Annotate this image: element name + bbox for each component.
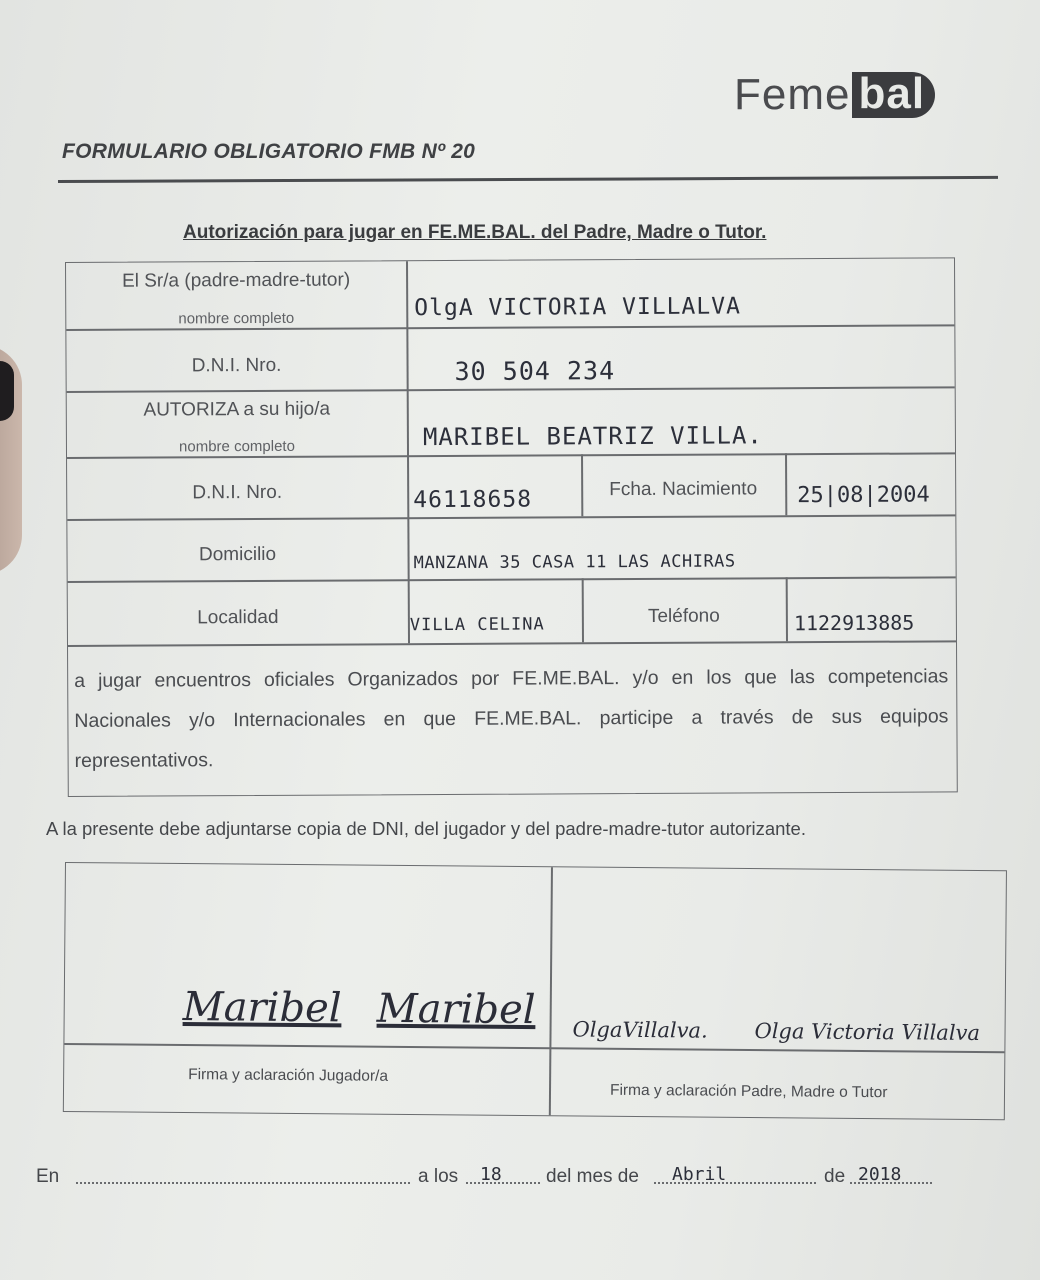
form-heading: Autorización para jugar en FE.ME.BAL. del Padre, Madre o Tutor. bbox=[183, 222, 767, 243]
birth-date-field[interactable]: 25|08|2004 bbox=[797, 482, 930, 509]
date-footer bbox=[36, 1158, 996, 1198]
parent-signature: OlgaVillalva. bbox=[572, 1017, 708, 1043]
birth-date-label: Fcha. Nacimiento bbox=[609, 478, 758, 501]
child-name-field[interactable]: MARIBEL BEATRIZ VILLA. bbox=[422, 421, 763, 452]
day-field[interactable]: 18 bbox=[480, 1164, 502, 1185]
row-divider bbox=[67, 386, 955, 392]
femebal-logo bbox=[734, 70, 935, 120]
player-signature: Maribel bbox=[182, 984, 342, 1032]
phone-label: Teléfono bbox=[647, 605, 720, 627]
signature-column-divider bbox=[549, 867, 553, 1115]
parent-signature-label: Firma y aclaración Padre, Madre o Tutor bbox=[609, 1081, 888, 1102]
parent-label: El Sr/a (padre-madre-tutor) bbox=[121, 269, 351, 292]
footer-del-mes: del mes de bbox=[546, 1166, 639, 1187]
player-signature-label: Firma y aclaración Jugador/a bbox=[188, 1066, 389, 1085]
day-line bbox=[466, 1182, 540, 1184]
finger bbox=[0, 345, 22, 575]
child-dni-field[interactable]: 46118658 bbox=[413, 486, 533, 514]
place-line bbox=[76, 1182, 410, 1184]
year-field[interactable]: 2018 bbox=[858, 1164, 902, 1185]
address-field[interactable]: MANZANA 35 CASA 11 LAS ACHIRAS bbox=[413, 551, 736, 574]
signature-box bbox=[63, 862, 1007, 1120]
parent-dni-field[interactable]: 30 504 234 bbox=[454, 356, 616, 386]
child-sublabel: nombre completo bbox=[178, 437, 295, 456]
row-divider bbox=[68, 640, 956, 646]
city-label: Localidad bbox=[197, 606, 279, 629]
row-divider bbox=[68, 576, 956, 582]
form-title: FORMULARIO OBLIGATORIO FMB Nº 20 bbox=[62, 140, 476, 163]
player-signature-2: Maribel bbox=[376, 985, 536, 1034]
column-divider bbox=[786, 577, 788, 641]
footer-de: de bbox=[824, 1166, 846, 1187]
authorization-form bbox=[65, 257, 958, 797]
phone-field[interactable]: 1122913885 bbox=[793, 610, 915, 636]
parent-signature-2: Olga Victoria Villalva bbox=[754, 1019, 981, 1045]
column-divider bbox=[785, 453, 787, 515]
logo-text: Feme bbox=[734, 70, 851, 119]
child-dni-label: D.N.I. Nro. bbox=[192, 481, 283, 504]
attachment-note: A la presente debe adjuntarse copia de DNI, del jugador y del padre-madre-tutor autorizante. bbox=[46, 818, 806, 839]
row-divider bbox=[67, 514, 955, 520]
month-field[interactable]: Abril bbox=[672, 1164, 727, 1185]
parent-name-field[interactable]: OlgA VICTORIA VILLALVA bbox=[414, 293, 741, 322]
footer-a-los: a los bbox=[418, 1166, 459, 1187]
authorization-text: a jugar encuentros oficiales Organizados por FE.ME.BAL. y/o en los que las competencias Nacionales y/o Internacionales en que FE.ME.BAL. participe a través de sus equipos representativos. bbox=[74, 665, 949, 772]
child-label: AUTORIZA a su hijo/a bbox=[143, 398, 331, 421]
signature-line bbox=[64, 1043, 1004, 1053]
logo-text-badge: bal bbox=[852, 72, 935, 118]
parent-sublabel: nombre completo bbox=[178, 309, 295, 328]
city-field[interactable]: VILLA CELINA bbox=[409, 614, 545, 636]
fingernail bbox=[0, 361, 14, 421]
parent-dni-label: D.N.I. Nro. bbox=[191, 354, 282, 377]
address-label: Domicilio bbox=[198, 543, 277, 566]
footer-en: En bbox=[36, 1166, 60, 1187]
